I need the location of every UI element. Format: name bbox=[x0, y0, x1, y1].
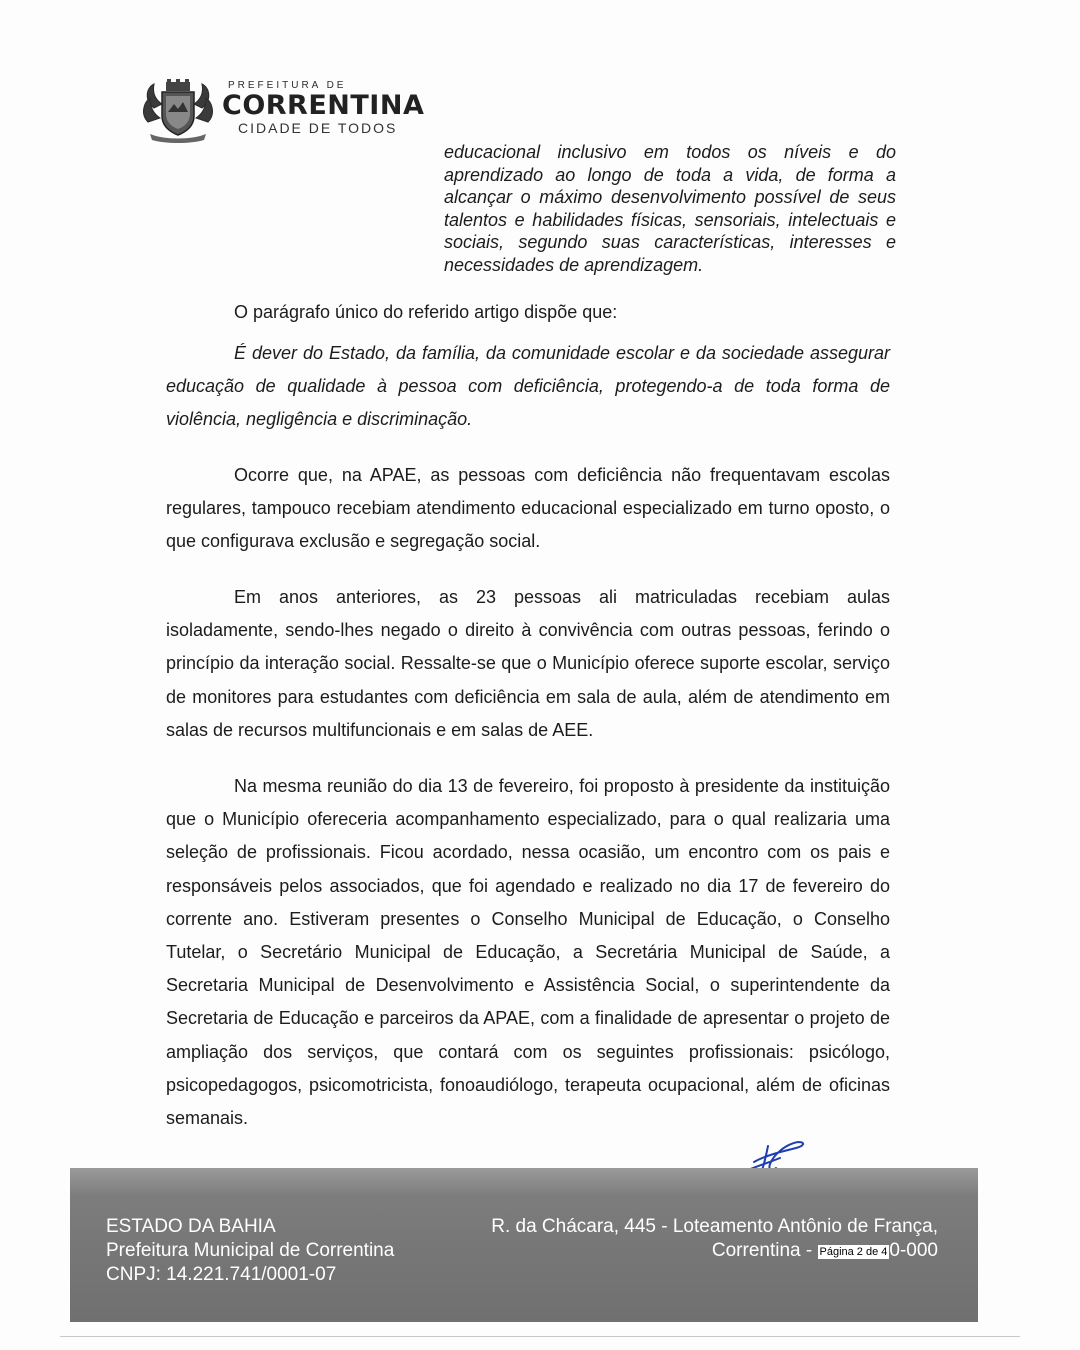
body-paragraph-1: Ocorre que, na APAE, as pessoas com deficiência não frequentavam escolas regulares, tampouco recebiam atendimento educacional especializado em turno oposto, o que configurava exclusão e segregação social. bbox=[166, 465, 890, 552]
coat-of-arms-icon bbox=[140, 78, 216, 144]
body-paragraph-2: Em anos anteriores, as 23 pessoas ali matriculadas recebiam aulas isoladamente, sendo-lhes negado o direito à convivência com outras pessoas, ferindo o princípio da interação social. Ressalte-se que o Município oferece suporte escolar, serviço de monitores para estudantes com deficiência em sala de aula, além de atendimento em salas de recursos multifuncionais e em salas de AEE. bbox=[166, 587, 890, 740]
footer-identity bbox=[106, 1215, 394, 1287]
footer-address-tail: 0-000 bbox=[889, 1240, 938, 1261]
footer-institution: Prefeitura Municipal de Correntina bbox=[106, 1240, 395, 1261]
brand-prefix: PREFEITURA DE bbox=[228, 80, 347, 91]
footer-address bbox=[491, 1215, 938, 1263]
footer-cnpj: CNPJ: 14.221.741/0001-07 bbox=[106, 1264, 337, 1285]
brand-name: CORRENTINA bbox=[222, 90, 425, 121]
footer-address-line2 bbox=[491, 1239, 938, 1263]
footer-state: ESTADO DA BAHIA bbox=[106, 1216, 276, 1237]
quoted-paragraph: É dever do Estado, da família, da comunidade escolar e da sociedade assegurar educação de qualidade à pessoa com deficiência, protegendo-a de toda forma de violência, negligência e discriminação. bbox=[166, 343, 890, 430]
page-number-badge: Página 2 de 4 bbox=[819, 1246, 888, 1258]
brand-tagline: CIDADE DE TODOS bbox=[238, 120, 398, 136]
scan-edge-line bbox=[60, 1336, 1020, 1337]
intro-paragraph: O parágrafo único do referido artigo dispõe que: bbox=[234, 302, 618, 322]
footer-address-line1: R. da Chácara, 445 - Loteamento Antônio de França, bbox=[491, 1216, 938, 1237]
municipality-logo bbox=[140, 72, 425, 148]
letterhead-footer bbox=[70, 1168, 978, 1322]
footer-address-city: Correntina - bbox=[711, 1240, 818, 1261]
body-paragraph-3: Na mesma reunião do dia 13 de fevereiro, foi proposto à presidente da instituição que o Município ofereceria acompanhamento especializado, para o qual realizaria uma seleção de profissionais. Ficou acordado, nessa ocasião, um encontro com os pais e responsáveis pelos associados, que foi agendado e realizado no dia 17 de fevereiro do corrente ano. Estiveram presentes o Conselho Municipal de Educação, o Conselho Tutelar, o Secretário Municipal de Educação, a Secretária Municipal de Saúde, a Secretaria Municipal de Desenvolvimento e Assistência Social, o superintendente da Secretaria de Educação e parceiros da APAE, com a finalidade de apresentar o projeto de ampliação dos serviços, que contará com os seguintes profissionais: psicólogo, psicopedagogos, psicomotricista, fonoaudiólogo, terapeuta ocupacional, além de oficinas semanais. bbox=[166, 776, 890, 1129]
legal-citation-block: educacional inclusivo em todos os níveis e do aprendizado ao longo de toda a vida, de forma a alcançar o máximo desenvolvimento possível de seus talentos e habilidades físicas, sensoriais, intelectuais e sociais, segundo suas características, interesses e necessidades de aprendizagem. bbox=[444, 142, 896, 275]
